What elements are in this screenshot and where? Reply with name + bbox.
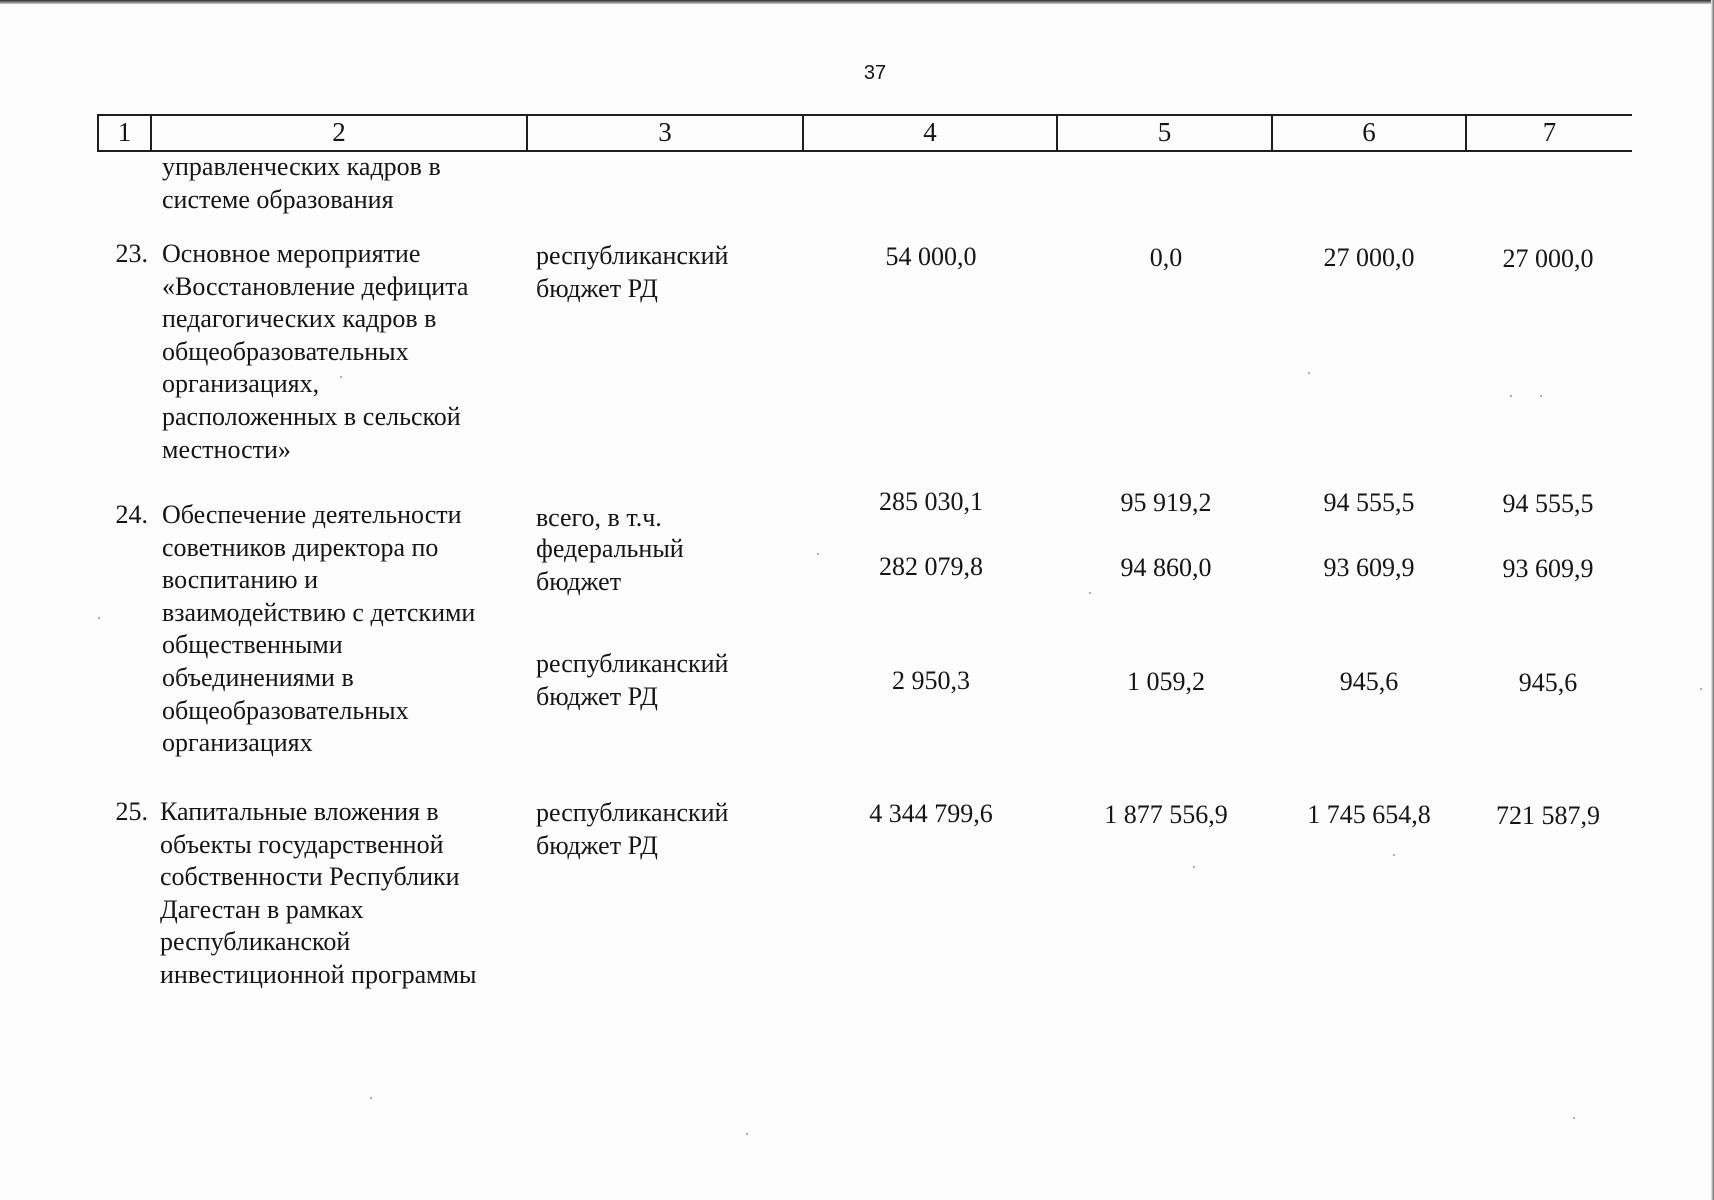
column-header: 7 [1542,117,1557,147]
scan-speck [1308,372,1310,374]
row-name: Капитальные вложения в объекты государственной собственности Республики Дагестан в рамках республиканской инвестиционной программы [160,797,477,989]
row-number: 25. [115,797,148,826]
value-col7: 27 000,0 [1502,244,1594,273]
column-header: 3 [658,117,672,147]
scan-speck [817,553,819,555]
page-number: 37 [863,62,887,84]
value-col6: 945,6 [1339,667,1399,696]
column-header: 5 [1157,117,1172,147]
value-col5: 94 860,0 [1120,553,1212,582]
row-name: Обеспечение деятельности советников директора по воспитанию и взаимодействию с детскими общественными объединениями в общеобразовательных организациях [162,500,476,758]
value-col7: 93 609,9 [1502,554,1594,583]
value-col5: 1 059,2 [1127,667,1205,696]
value-col4: 285 030,1 [879,487,983,516]
scan-speck [340,376,342,378]
value-col4: 54 000,0 [885,242,977,271]
value-col6: 93 609,9 [1323,553,1415,582]
value-col7: 721 587,9 [1496,801,1600,830]
header-top-border [97,114,1632,116]
value-col7: 945,6 [1518,668,1578,697]
value-col7: 94 555,5 [1502,489,1594,518]
scan-speck [1393,854,1395,856]
value-col6: 27 000,0 [1323,243,1415,272]
value-col5: 1 877 556,9 [1104,800,1228,829]
value-col4: 4 344 799,6 [869,799,993,828]
scan-speck [98,617,100,619]
scan-speck [1193,866,1195,868]
row-number: 24. [115,500,148,529]
column-header: 1 [117,117,132,147]
source-label: республиканский бюджет РД [536,241,729,303]
scan-speck [1540,395,1542,397]
value-col4: 2 950,3 [892,666,970,695]
carryover-name: управленческих кадров в системе образования [162,152,441,214]
column-header: 6 [1362,117,1376,147]
scan-speck [1089,592,1091,594]
source-label: всего, в т.ч. [536,503,662,532]
value-col6: 1 745 654,8 [1307,800,1431,829]
scan-edge [0,0,1714,4]
value-col6: 94 555,5 [1323,488,1415,517]
value-col4: 282 079,8 [879,552,983,581]
source-label: федеральный бюджет [536,534,684,596]
scan-speck [746,1133,748,1135]
scan-speck [1510,395,1512,397]
column-header: 4 [923,117,937,147]
column-header: 2 [332,117,346,147]
scan-speck [1573,1117,1575,1119]
scan-speck [1700,688,1702,690]
value-col5: 95 919,2 [1120,488,1212,517]
scan-speck [370,1097,372,1099]
source-label: республиканский бюджет РД [536,798,729,860]
source-label: республиканский бюджет РД [536,649,729,711]
value-col5: 0,0 [1149,243,1183,272]
row-number: 23. [115,239,148,268]
row-name: Основное мероприятие «Восстановление дефицита педагогических кадров в общеобразовательных организациях, расположенных в сельской местности» [162,239,469,464]
